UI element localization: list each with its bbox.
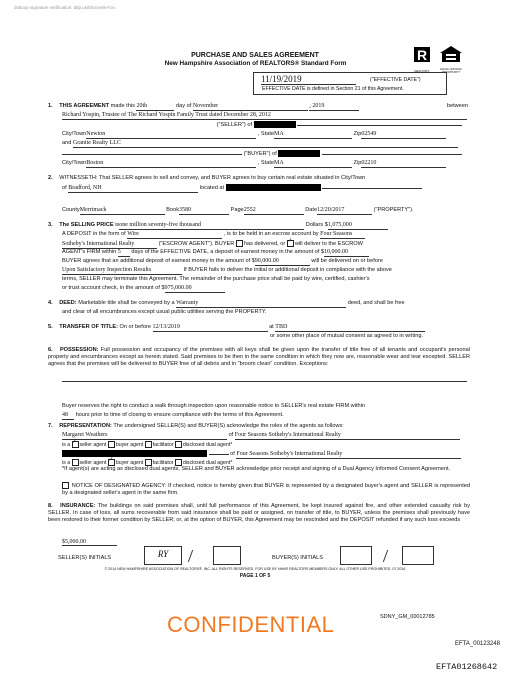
- copyright-text: © 2014 NEW HAMPSHIRE ASSOCIATION OF REALTORS®, INC. ALL RIGHTS RESERVED. FOR USE BY NHAR REALTORS MEMBERS ONLY. ALL OTHER USE PROHIBITED. 07.2016: [104, 567, 406, 571]
- effective-date-label: ("EFFECTIVE DATE"): [370, 77, 421, 83]
- fail-text: If BUYER fails to deliver the initial or additional deposit in compliance with the above: [183, 267, 392, 273]
- buyer-initials-box-2[interactable]: [402, 546, 434, 565]
- city-label: City/Town: [62, 131, 87, 137]
- section-7-text: The undersigned SELLER(S) and BUYER(S) acknowledge the roles of the agents as follows:: [113, 423, 344, 429]
- realtor-logo: [410, 47, 434, 73]
- section-6: [48, 347, 470, 367]
- of-label: of: [228, 432, 234, 438]
- day-value: 20th: [136, 103, 174, 111]
- buyer-agent-checkbox[interactable]: [108, 459, 115, 466]
- buyer-initials-label: BUYER(S) INITIALS: [272, 555, 323, 561]
- insurance-amount: $5,000.00: [62, 539, 117, 546]
- notice-text: If checked, notice is hereby given that BUYER is represented by a designated buyer's agent and SELLER is represented by a designated seller's agent in the same firm.: [62, 482, 470, 496]
- seller-initials-box-1[interactable]: [144, 546, 182, 565]
- will-deliver-checkbox[interactable]: [287, 240, 294, 247]
- is-a-label: is a: [62, 459, 71, 466]
- dual-agent-checkbox[interactable]: [175, 441, 182, 448]
- state-label: , State: [257, 160, 274, 166]
- property-location-line: [62, 184, 467, 193]
- seller-agent-option: seller agent: [79, 441, 107, 448]
- buyer-initials-box-1[interactable]: [340, 546, 372, 565]
- is-label: is: [115, 222, 120, 228]
- will-be-label: will be delivered on or before: [311, 258, 383, 264]
- buyer-of-label: ("BUYER") of: [243, 150, 277, 157]
- state-label: , State: [257, 131, 274, 137]
- trust-text: or trust account check, in the amount of $: [62, 285, 165, 291]
- buyer-of-line: [62, 150, 467, 158]
- dual-agent-checkbox[interactable]: [175, 459, 182, 466]
- dual-agent-option: disclosed dual agent*: [182, 459, 233, 466]
- seller-agent-option: seller agent: [79, 459, 107, 466]
- page-number: PAGE 1 OF 5: [239, 573, 271, 579]
- section-5-number: 5.: [48, 324, 53, 330]
- effective-date-note: EFFECTIVE DATE is defined in Section 21 of this Agreement.: [262, 86, 404, 92]
- escrow-agent-2: Sotheby's International Realty: [62, 241, 157, 249]
- days-text: days of the EFFECTIVE DATE, a deposit of earnest money in the amount of $: [131, 249, 325, 255]
- page-label: Page: [230, 207, 244, 213]
- effective-date-value: 11/19/2019: [261, 74, 356, 85]
- section-3-line8: [62, 285, 472, 293]
- additional-amount: 90,000.00: [255, 258, 310, 266]
- facilitator-option: facilitator: [152, 441, 174, 448]
- section-3-line6: [62, 267, 472, 275]
- section-4-text: Marketable title shall be conveyed by a: [78, 300, 175, 306]
- day-of-label: day of: [176, 103, 192, 109]
- deposit-form: Wire: [127, 231, 222, 239]
- section-1: [48, 103, 468, 111]
- doc-title: PURCHASE AND SALES AGREEMENT: [191, 52, 319, 59]
- section-6-text: Full possession and occupancy of the premises with all keys shall be given upon the transfer of title free of all tenants and occupant's personal property and encumbrances except as herein stated. Said premises to be then in the same condition in which they now are, reasonable wear and tear excepted. SELLER agrees that the premises will be delivered to BUYER free of all debris and in "broom clean" condition. Exceptions:: [48, 347, 470, 367]
- section-2: [48, 175, 468, 182]
- realtor-logo-label: REALTOR®: [414, 69, 430, 73]
- signature-verification: dotloop signature verification: dtlp.us/Ekrovmk-Foo: [14, 5, 116, 10]
- days-value: 5: [118, 249, 130, 257]
- walkthrough-hours: [62, 412, 472, 420]
- price-number: 1,075,000: [328, 222, 388, 230]
- seller-agent-checkbox[interactable]: [72, 441, 79, 448]
- redaction-bar: [226, 184, 321, 191]
- confidential-stamp: CONFIDENTIAL: [167, 612, 335, 637]
- section-3-terms: terms, SELLER may terminate this Agreement. The remainder of the purchase price shall be paid by wire, certified, cashier's: [62, 276, 370, 282]
- facilitator-checkbox[interactable]: [145, 441, 152, 448]
- section-2-text: WITNESSETH: That SELLER agrees to sell and convey, and BUYER agrees to buy certain real estate situated in City/Town: [59, 175, 366, 181]
- section-3-line2: [62, 231, 467, 239]
- buyer-address-line: [62, 160, 467, 168]
- deed-end: deed, and shall be free: [347, 300, 405, 306]
- hours-value: 48: [62, 412, 74, 420]
- date-label: Date: [305, 207, 318, 213]
- doc-subtitle: New Hampshire Association of REALTORS® Standard Form: [164, 60, 347, 67]
- section-3-lead: The SELLING PRICE: [59, 222, 114, 228]
- dollars-label: Dollars $: [305, 222, 328, 228]
- section-3-line3: [62, 240, 472, 249]
- buyer-zip: 02210: [361, 160, 446, 168]
- bates-number-1: SDNY_GM_00012785: [380, 614, 435, 620]
- section-8: [48, 503, 470, 523]
- section-5-lead: TRANSFER OF TITLE:: [59, 324, 118, 330]
- buyer-agent-option: buyer agent: [115, 441, 144, 448]
- seller-of-line: [62, 121, 467, 129]
- at-label: at: [269, 324, 274, 330]
- section-1-number: 1.: [48, 103, 53, 109]
- city-label: City/Town: [62, 160, 87, 166]
- walkthrough-text: Buyer reserves the right to conduct a walk through inspection upon reasonable notice to SELLER's real estate FIRM within: [62, 403, 365, 409]
- upon-condition: Upon Satisfactory Inspection Results: [62, 267, 182, 275]
- section-3-number: 3.: [48, 222, 53, 228]
- redaction-bar: [62, 450, 207, 457]
- and-label: and: [62, 140, 72, 146]
- seller-address-line: [62, 131, 467, 139]
- escrow-text: , is to be held in an escrow account by: [223, 231, 319, 237]
- seller-initials-box-2[interactable]: [213, 546, 241, 565]
- exceptions-line: [62, 380, 467, 382]
- seller-agent-roles: [62, 441, 362, 448]
- buyer-name: Granite Realty LLC: [73, 140, 458, 148]
- county-value: Merrimack: [80, 207, 165, 215]
- county-label: County: [62, 207, 80, 213]
- page-value: 2552: [244, 207, 304, 215]
- hours-text: hours prior to time of closing to ensure compliance with the terms of this Agreement.: [75, 412, 284, 418]
- equal-housing-icon: [437, 45, 465, 74]
- section-7: [48, 423, 468, 430]
- will-deliver-label: will deliver to the ESCROW: [294, 240, 363, 247]
- bates-number-3: EFTA01268642: [436, 662, 498, 672]
- section-4: [48, 300, 468, 308]
- zip-label: Zip: [353, 131, 362, 137]
- designated-agency-checkbox[interactable]: [62, 482, 69, 489]
- additional-label: BUYER agrees that an additional deposit of earnest money in the amount of $: [62, 258, 255, 264]
- year-value: , 2019: [309, 103, 359, 111]
- transfer-place: TBD: [275, 324, 425, 332]
- redaction-bar: [278, 150, 320, 157]
- other-place-text: or some other place of mutual consent as agreed to in writing.: [270, 333, 423, 339]
- deposit-lead: A DEPOSIT in the form of: [62, 231, 126, 237]
- section-6-lead: POSSESSION:: [59, 347, 99, 353]
- deed-date-value: 12/20/2017: [317, 207, 372, 215]
- seller-agent-line: [62, 432, 467, 440]
- county-line: [62, 207, 467, 215]
- buyer-city: Boston: [86, 160, 256, 168]
- seller-city: Newton: [86, 131, 256, 139]
- located-at-label: located at: [199, 184, 225, 191]
- has-delivered-label: has delivered, or: [243, 240, 286, 247]
- is-a-label: is a: [62, 441, 71, 448]
- effective-date-box: [253, 72, 447, 95]
- section-7-lead: REPRESENTATION:: [59, 423, 112, 429]
- section-8-text: The buildings on said premises shall, until full performance of this Agreement, be kept insured against fire, and other extended casualty risk by SELLER. In case of loss, all sums recoverable from said insurance shall be paid or assigned, on transfer of title, to BUYER, unless the premises shall previously have been restored to their former condition by SELLER; or, at the option of BUYER, this Agreement may be rescinded and the DEPOSIT refunded if any such loss exceeds: [48, 503, 471, 523]
- has-delivered-checkbox[interactable]: [236, 240, 243, 247]
- zip-label: Zip: [353, 160, 362, 166]
- dual-agency-disclosure: *If agent(s) are acting as disclosed dual agents, SELLER and BUYER acknowledge prior receipt and signing of a Dual Agency Informed Consent Agreement.: [62, 466, 451, 472]
- buyer-line: [62, 140, 467, 148]
- seller-initial-mark: RY: [157, 549, 169, 559]
- section-1-lead: THIS AGREEMENT: [59, 103, 110, 109]
- facilitator-checkbox[interactable]: [145, 459, 152, 466]
- deed-type: Warranty: [176, 300, 346, 308]
- on-before-label: On or before: [119, 324, 151, 330]
- remainder-amount: 975,000.00: [165, 285, 225, 293]
- book-label: Book: [166, 207, 180, 213]
- section-3-line1: [48, 222, 468, 230]
- notice-lead: NOTICE OF DESIGNATED AGENCY:: [71, 482, 167, 489]
- bates-number-2: EFTA_00123248: [455, 641, 500, 647]
- section-8-number: 8.: [48, 503, 53, 509]
- redaction-bar: [254, 121, 296, 128]
- seller-state: MA: [274, 131, 352, 139]
- seller-agent-checkbox[interactable]: [72, 459, 79, 466]
- section-6-number: 6.: [48, 347, 53, 353]
- section-3-line4: [62, 249, 472, 257]
- property-town: Bradford, NH: [68, 185, 198, 193]
- seller-initials-label: SELLER(S) INITIALS: [58, 555, 112, 561]
- deposit-amount: 10,000.00: [324, 249, 369, 257]
- facilitator-option: facilitator: [152, 459, 174, 466]
- escrow-label: ("ESCROW AGENT"). BUYER: [158, 240, 235, 247]
- dual-agent-option: disclosed dual agent*: [182, 441, 233, 448]
- section-4-text-2: and clear of all encumbrances except usual public utilities serving the PROPERTY.: [62, 309, 267, 315]
- seller-name: Richard Yospin, Trustee of The Richard Yospin Family Trust dated December 28, 2012: [62, 112, 467, 120]
- between-label: between: [446, 103, 468, 109]
- month-value: November: [193, 103, 308, 111]
- seller-agent-name: Margaret Weathers: [62, 432, 227, 440]
- agents-firm-label: AGENT's FIRM within: [62, 249, 117, 255]
- of-label: of: [230, 450, 235, 457]
- seller-zip: 02549: [361, 131, 446, 139]
- section-8-lead: INSURANCE:: [60, 503, 96, 509]
- designated-agency: [62, 482, 470, 497]
- buyer-agent-checkbox[interactable]: [108, 441, 115, 448]
- buyer-agent-line: [62, 450, 467, 459]
- buyer-agent-option: buyer agent: [115, 459, 144, 466]
- seller-agent-firm: Four Seasons Sotheby's International Realty: [235, 432, 460, 440]
- section-5: [48, 324, 468, 332]
- section-4-lead: DEED:: [59, 300, 77, 306]
- transfer-date: 12/13/2019: [153, 324, 268, 332]
- equal-housing-label: EQUAL HOUSING OPPORTUNITY: [440, 68, 462, 74]
- section-7-number: 7.: [48, 423, 53, 429]
- made-this-label: made this: [110, 103, 135, 109]
- escrow-agent: Four Seasons: [320, 231, 365, 239]
- book-value: 3580: [179, 207, 229, 215]
- price-words: one million seventy-five thousand: [119, 222, 304, 230]
- buyer-state: MA: [274, 160, 352, 168]
- section-3-line5: [62, 258, 472, 266]
- buyer-agent-firm: Four Seasons Sotheby's International Realty: [236, 451, 461, 459]
- property-label: ("PROPERTY").: [373, 207, 414, 213]
- of-label: of: [62, 184, 67, 191]
- section-2-number: 2.: [48, 175, 53, 181]
- section-4-number: 4.: [48, 300, 53, 306]
- seller-of-label: ("SELLER") of: [216, 121, 252, 128]
- svg-text:R: R: [416, 47, 428, 63]
